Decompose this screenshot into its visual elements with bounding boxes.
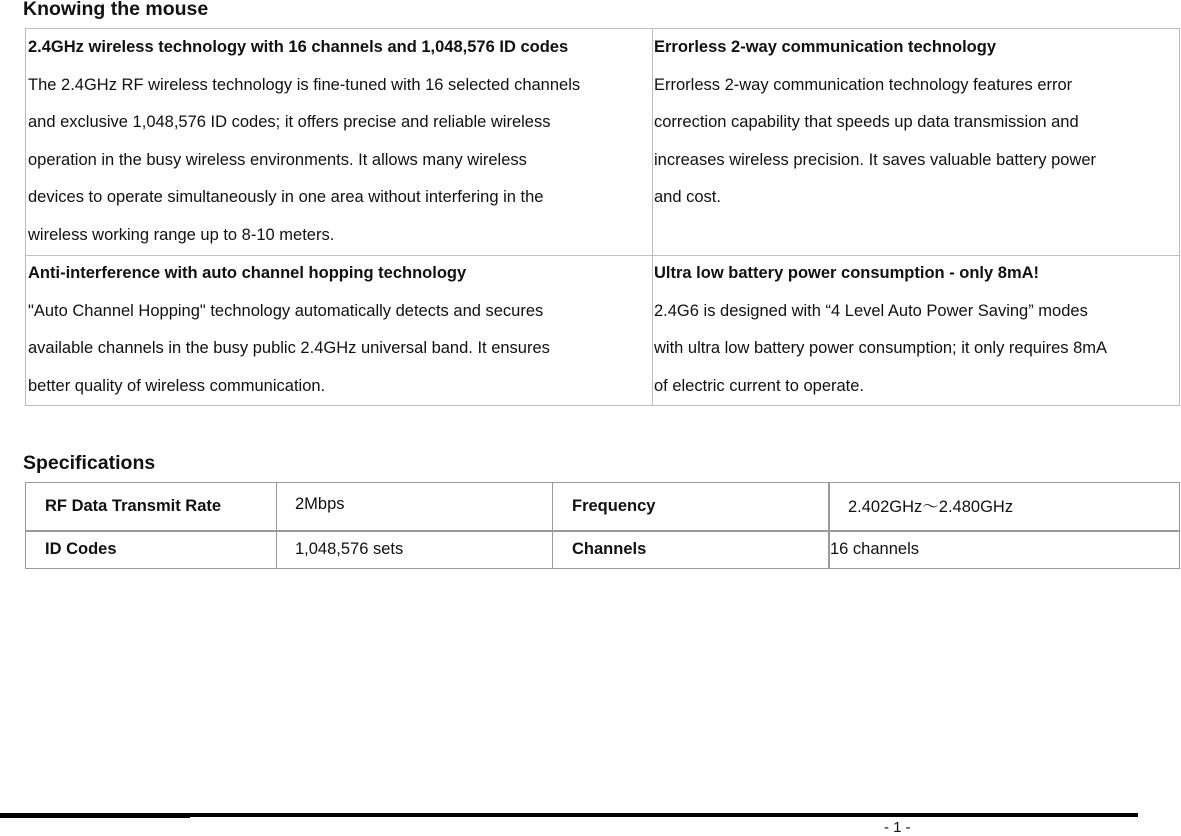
feature-anti-interference: [28, 255, 650, 405]
spec-label-frequency: Frequency: [572, 497, 656, 515]
footer-rule: [0, 813, 1138, 817]
page-number: - 1 -: [884, 819, 911, 836]
feature-line: "Auto Channel Hopping" technology automatically detects and secures: [28, 301, 544, 320]
feature-low-power: [654, 255, 1178, 405]
spec-label-rf-data-transmit-rate: RF Data Transmit Rate: [45, 497, 222, 515]
spec-value-channels: 16 channels: [830, 539, 919, 558]
feature-line: 2.4G6 is designed with “4 Level Auto Power Saving” modes: [654, 301, 1088, 320]
feature-errorless-communication: [654, 29, 1178, 217]
feature-line: with ultra low battery power consumption; it only requires 8mA: [654, 339, 1108, 357]
section-title-knowing-the-mouse: Knowing the mouse: [23, 0, 209, 20]
feature-line: correction capability that speeds up data transmission and: [654, 113, 1079, 131]
feature-title: 2.4GHz wireless technology with 16 channels and 1,048,576 ID codes: [28, 38, 569, 56]
feature-title: Ultra low battery power consumption - only 8mA!: [654, 264, 1040, 282]
feature-line: operation in the busy wireless environments. It allows many wireless: [28, 150, 527, 169]
feature-title: Errorless 2-way communication technology: [654, 38, 997, 56]
specifications-table: [25, 482, 1180, 569]
spec-value-id-codes: 1,048,576 sets: [295, 539, 404, 558]
feature-line: wireless working range up to 8-10 meters.: [28, 225, 335, 244]
feature-line: and cost.: [654, 188, 721, 206]
spec-label-channels: Channels: [572, 539, 647, 558]
feature-title: Anti-interference with auto channel hopping technology: [28, 264, 467, 282]
table-row: [26, 530, 1179, 568]
feature-line: devices to operate simultaneously in one area without interfering in the: [28, 188, 544, 206]
feature-wireless-technology: [28, 29, 658, 254]
spec-value-rf-data-transmit-rate: 2Mbps: [295, 495, 345, 513]
table-row: [26, 483, 1179, 532]
feature-line: increases wireless precision. It saves valuable battery power: [654, 150, 1097, 169]
section-title-specifications: Specifications: [23, 452, 156, 474]
spec-value-frequency: 2.402GHz～2.480GHz: [848, 497, 1014, 516]
features-table: [25, 28, 1180, 406]
feature-line: The 2.4GHz RF wireless technology is fine-tuned with 16 selected channels: [28, 75, 581, 94]
footer-rule-thin: [0, 817, 190, 818]
feature-line: of electric current to operate.: [654, 376, 865, 395]
feature-line: and exclusive 1,048,576 ID codes; it offers precise and reliable wireless: [28, 113, 551, 131]
feature-line: better quality of wireless communication.: [28, 376, 326, 395]
feature-line: available channels in the busy public 2.4GHz universal band. It ensures: [28, 339, 550, 357]
feature-line: Errorless 2-way communication technology features error: [654, 75, 1073, 94]
spec-label-id-codes: ID Codes: [45, 539, 117, 558]
